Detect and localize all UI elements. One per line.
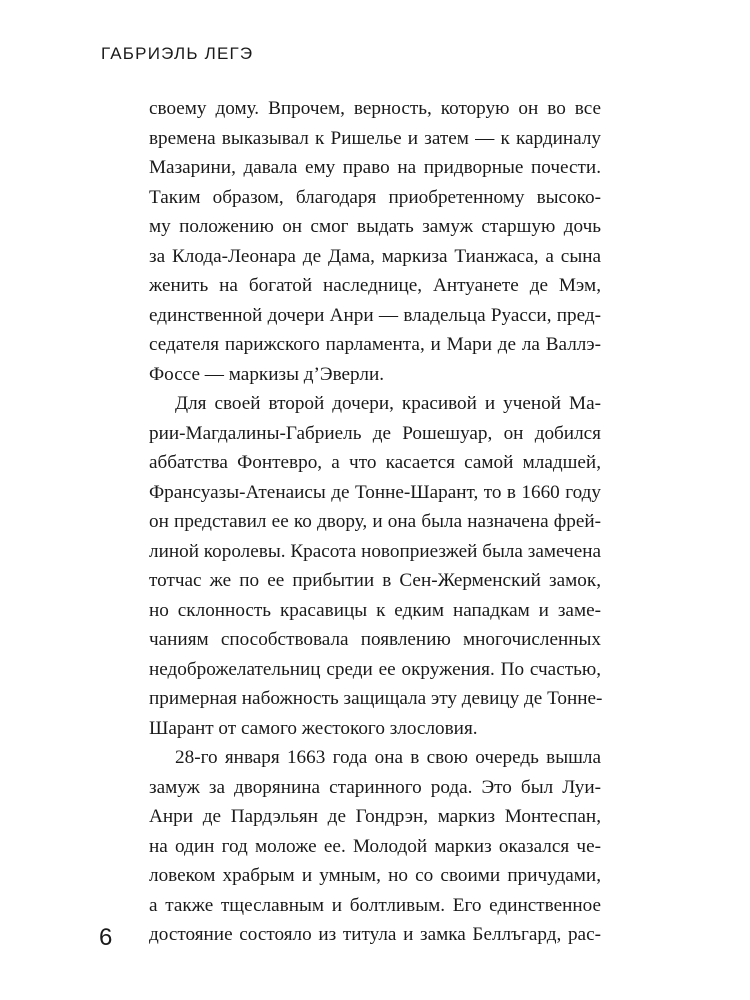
- text-line: линой королевы. Красота новоприезжей была замечена: [149, 540, 601, 562]
- page-number: 6: [99, 924, 113, 951]
- text-line: недоброжелательниц среди ее окружения. По счастью,: [149, 658, 601, 680]
- text-line: единственной дочери Анри — владельца Руасси, пред-: [149, 304, 601, 326]
- text-line: а также тщеславным и болтливым. Его единственное: [149, 894, 601, 916]
- text-line: седателя парижского парламента, и Мари де ла Валлэ-: [149, 334, 601, 355]
- text-line: тотчас же по ее прибытии в Сен-Жерменский замок,: [149, 570, 601, 591]
- text-line: му положению он смог выдать замуж старшую дочь: [149, 216, 601, 237]
- text-line: на один год моложе ее. Молодой маркиз оказался че-: [149, 835, 601, 857]
- text-line: рии-Магдалины-Габриель де Рошешуар, он добился: [149, 422, 601, 444]
- text-line: Мазарини, давала ему право на придворные почести.: [149, 157, 601, 178]
- text-line: Франсуазы-Атенаисы де Тонне-Шарант, то в 1660 году: [149, 481, 601, 503]
- text-line: примерная набожность защищала эту девицу де Тонне-: [149, 688, 603, 709]
- text-line: своему дому. Впрочем, верность, которую он во все: [149, 98, 601, 119]
- text-line: замуж за дворянина старинного рода. Это был Луи-: [149, 776, 601, 798]
- text-line-paragraph-start: Для своей второй дочери, красивой и ученой Ма-: [175, 393, 601, 414]
- text-line: Таким образом, благодаря приобретенному высоко-: [149, 186, 601, 208]
- text-line-paragraph-end: Шарант от самого жестокого злословия.: [149, 717, 478, 739]
- text-line: чаниям способствовала появлению многочисленных: [149, 629, 601, 650]
- text-line: за Клода-Леонара де Дама, маркиза Тианжаса, а сына: [149, 245, 601, 267]
- text-line: времена выказывал к Ришелье и затем — к кардиналу: [149, 127, 601, 149]
- text-line: он представил ее ко двору, и она была назначена фрей-: [149, 511, 601, 532]
- text-line-paragraph-start: 28-го января 1663 года она в свою очередь вышла: [175, 747, 601, 768]
- text-line: ловеком храбрым и умным, но со своими причудами,: [149, 865, 601, 886]
- text-line: женить на богатой наследнице, Антуанете де Мэм,: [149, 275, 601, 296]
- running-head-author: ГАБРИЭЛЬ ЛЕГЭ: [101, 44, 254, 63]
- body-text: [149, 94, 601, 950]
- text-line: аббатства Фонтевро, а что касается самой младшей,: [149, 452, 601, 473]
- text-line: Анри де Пардэльян де Гондрэн, маркиз Монтеспан,: [149, 806, 601, 827]
- text-line: но склонность красавицы к едким нападкам и заме-: [149, 599, 601, 621]
- text-line-paragraph-end: Фоссе — маркизы д’Эверли.: [149, 363, 385, 385]
- text-line: достояние состояло из титула и замка Беллъгард, рас-: [149, 924, 601, 945]
